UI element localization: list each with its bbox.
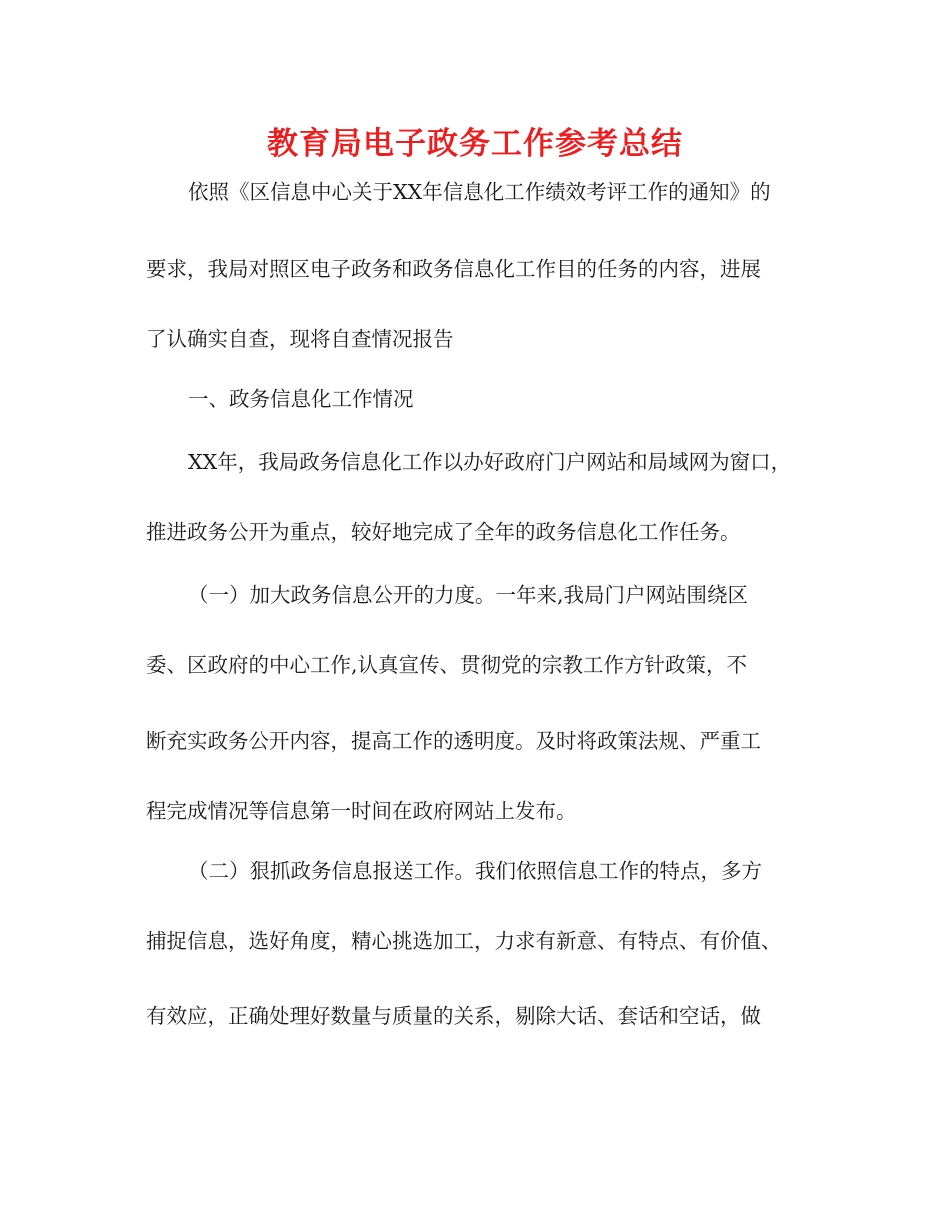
paragraph-line: 了认确实自查，现将自查情况报告 [146, 327, 454, 351]
paragraph-line: 断充实政务公开内容，提高工作的透明度。及时将政策法规、严重工 [146, 729, 761, 753]
document-title: 教育局电子政务工作参考总结 [267, 126, 683, 162]
paragraph-line: 有效应，正确处理好数量与质量的关系，剔除大话、套话和空话，做 [146, 1004, 761, 1028]
paragraph-line: 捕捉信息，选好角度，精心挑选加工，力求有新意、有特点、有价值、 [146, 929, 782, 953]
section-heading: 一、政务信息化工作情况 [188, 387, 414, 411]
paragraph-line: 推进政务公开为重点，较好地完成了全年的政务信息化工作任务。 [146, 520, 741, 544]
paragraph-line: 委、区政府的中心工作,认真宣传、贯彻党的宗教工作方针政策，不 [146, 653, 748, 677]
paragraph-line: 依照《区信息中心关于XX年信息化工作绩效考评工作的通知》的 [188, 180, 771, 204]
paragraph-line: 程完成情况等信息第一时间在政府网站上发布。 [146, 799, 577, 823]
paragraph-line: XX年，我局政务信息化工作以办好政府门户网站和局域网为窗口， [188, 450, 792, 474]
paragraph-line: （一）加大政务信息公开的力度。一年来,我局门户网站围绕区 [188, 583, 749, 607]
paragraph-line: （二）狠抓政务信息报送工作。我们依照信息工作的特点，多方 [188, 859, 762, 883]
paragraph-line: 要求，我局对照区电子政务和政务信息化工作目的任务的内容，进展 [146, 257, 761, 281]
